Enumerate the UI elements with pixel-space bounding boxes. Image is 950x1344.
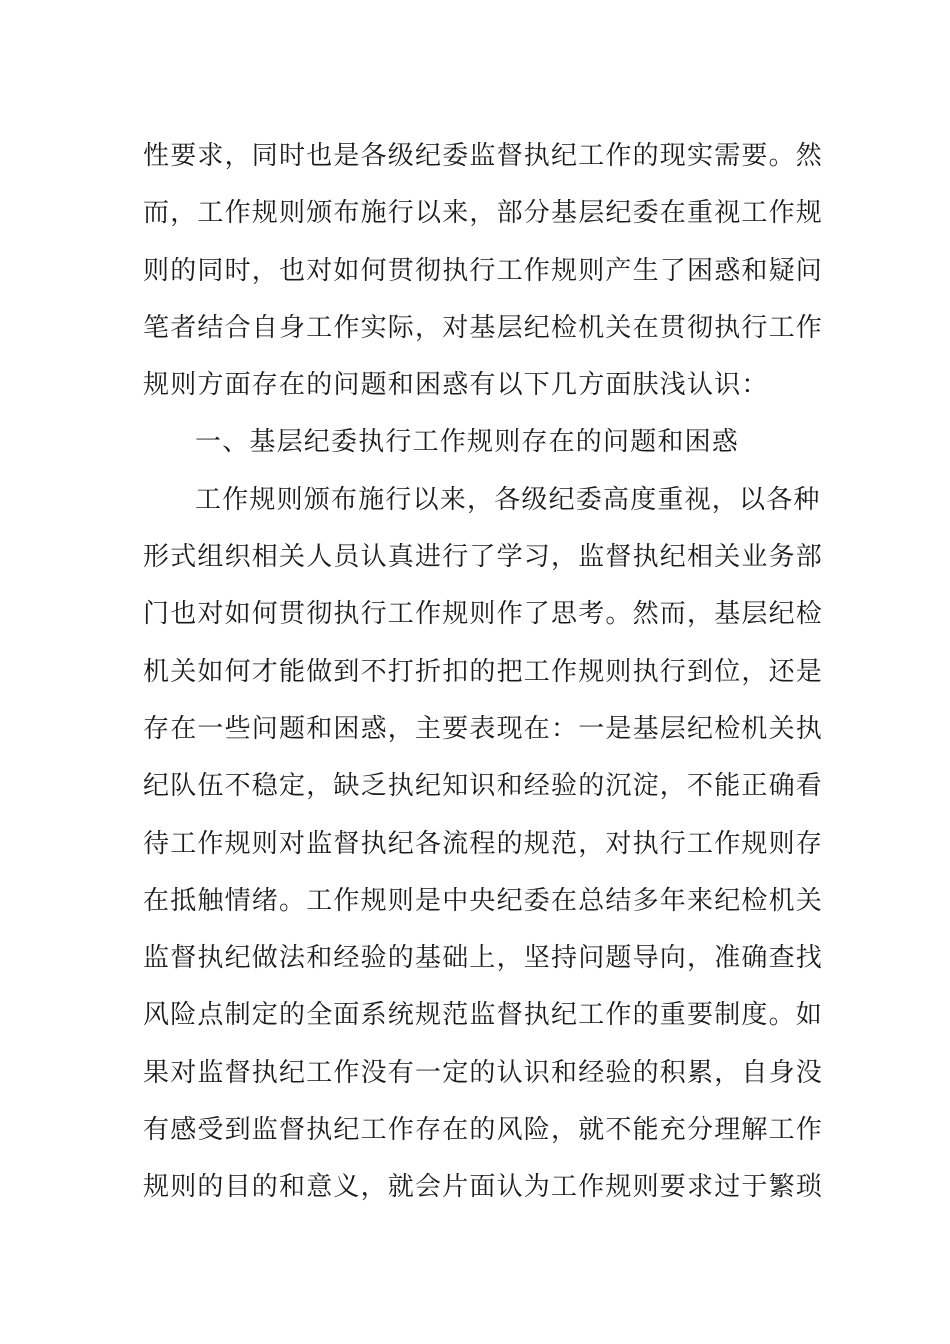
text-line: 门也对如何贯彻执行工作规则作了思考。然而，基层纪检 <box>143 599 824 630</box>
body-text <box>143 128 824 1217</box>
text-line: 性要求，同时也是各级纪委监督执纪工作的现实需要。然 <box>143 141 824 171</box>
text-line: 风险点制定的全面系统规范监督执纪工作的重要制度。如 <box>143 1000 824 1031</box>
text-line: 果对监督执纪工作没有一定的认识和经验的积累，自身没 <box>143 1057 824 1088</box>
text-line: 则的同时，也对如何贯彻执行工作规则产生了困惑和疑问 <box>143 255 824 286</box>
text-line: 机关如何才能做到不打折扣的把工作规则执行到位，还是 <box>143 656 824 687</box>
text-line: 形式组织相关人员认真进行了学习，监督执纪相关业务部 <box>143 542 824 573</box>
text-line: 存在一些问题和困惑，主要表现在：一是基层纪检机关执 <box>143 713 824 744</box>
text-line: 在抵触情绪。工作规则是中央纪委在总结多年来纪检机关 <box>143 885 824 916</box>
text-line: 而，工作规则颁布施行以来，部分基层纪委在重视工作规 <box>143 198 824 229</box>
text-line: 工作规则颁布施行以来，各级纪委高度重视，以各种 <box>195 484 821 515</box>
text-line: 待工作规则对监督执纪各流程的规范，对执行工作规则存 <box>143 828 824 859</box>
text-line: 规则的目的和意义，就会片面认为工作规则要求过于繁琐 <box>143 1172 824 1203</box>
text-line: 规则方面存在的问题和困惑有以下几方面肤浅认识： <box>143 370 769 401</box>
text-line: 笔者结合自身工作实际，对基层纪检机关在贯彻执行工作 <box>143 312 824 343</box>
text-line: 监督执纪做法和经验的基础上，坚持问题导向，准确查找 <box>143 943 824 974</box>
text-line: 纪队伍不稳定，缺乏执纪知识和经验的沉淀，不能正确看 <box>143 771 824 802</box>
section-heading: 一、基层纪委执行工作规则存在的问题和困惑 <box>195 427 740 458</box>
text-line: 有感受到监督执纪工作存在的风险，就不能充分理解工作 <box>143 1115 824 1146</box>
